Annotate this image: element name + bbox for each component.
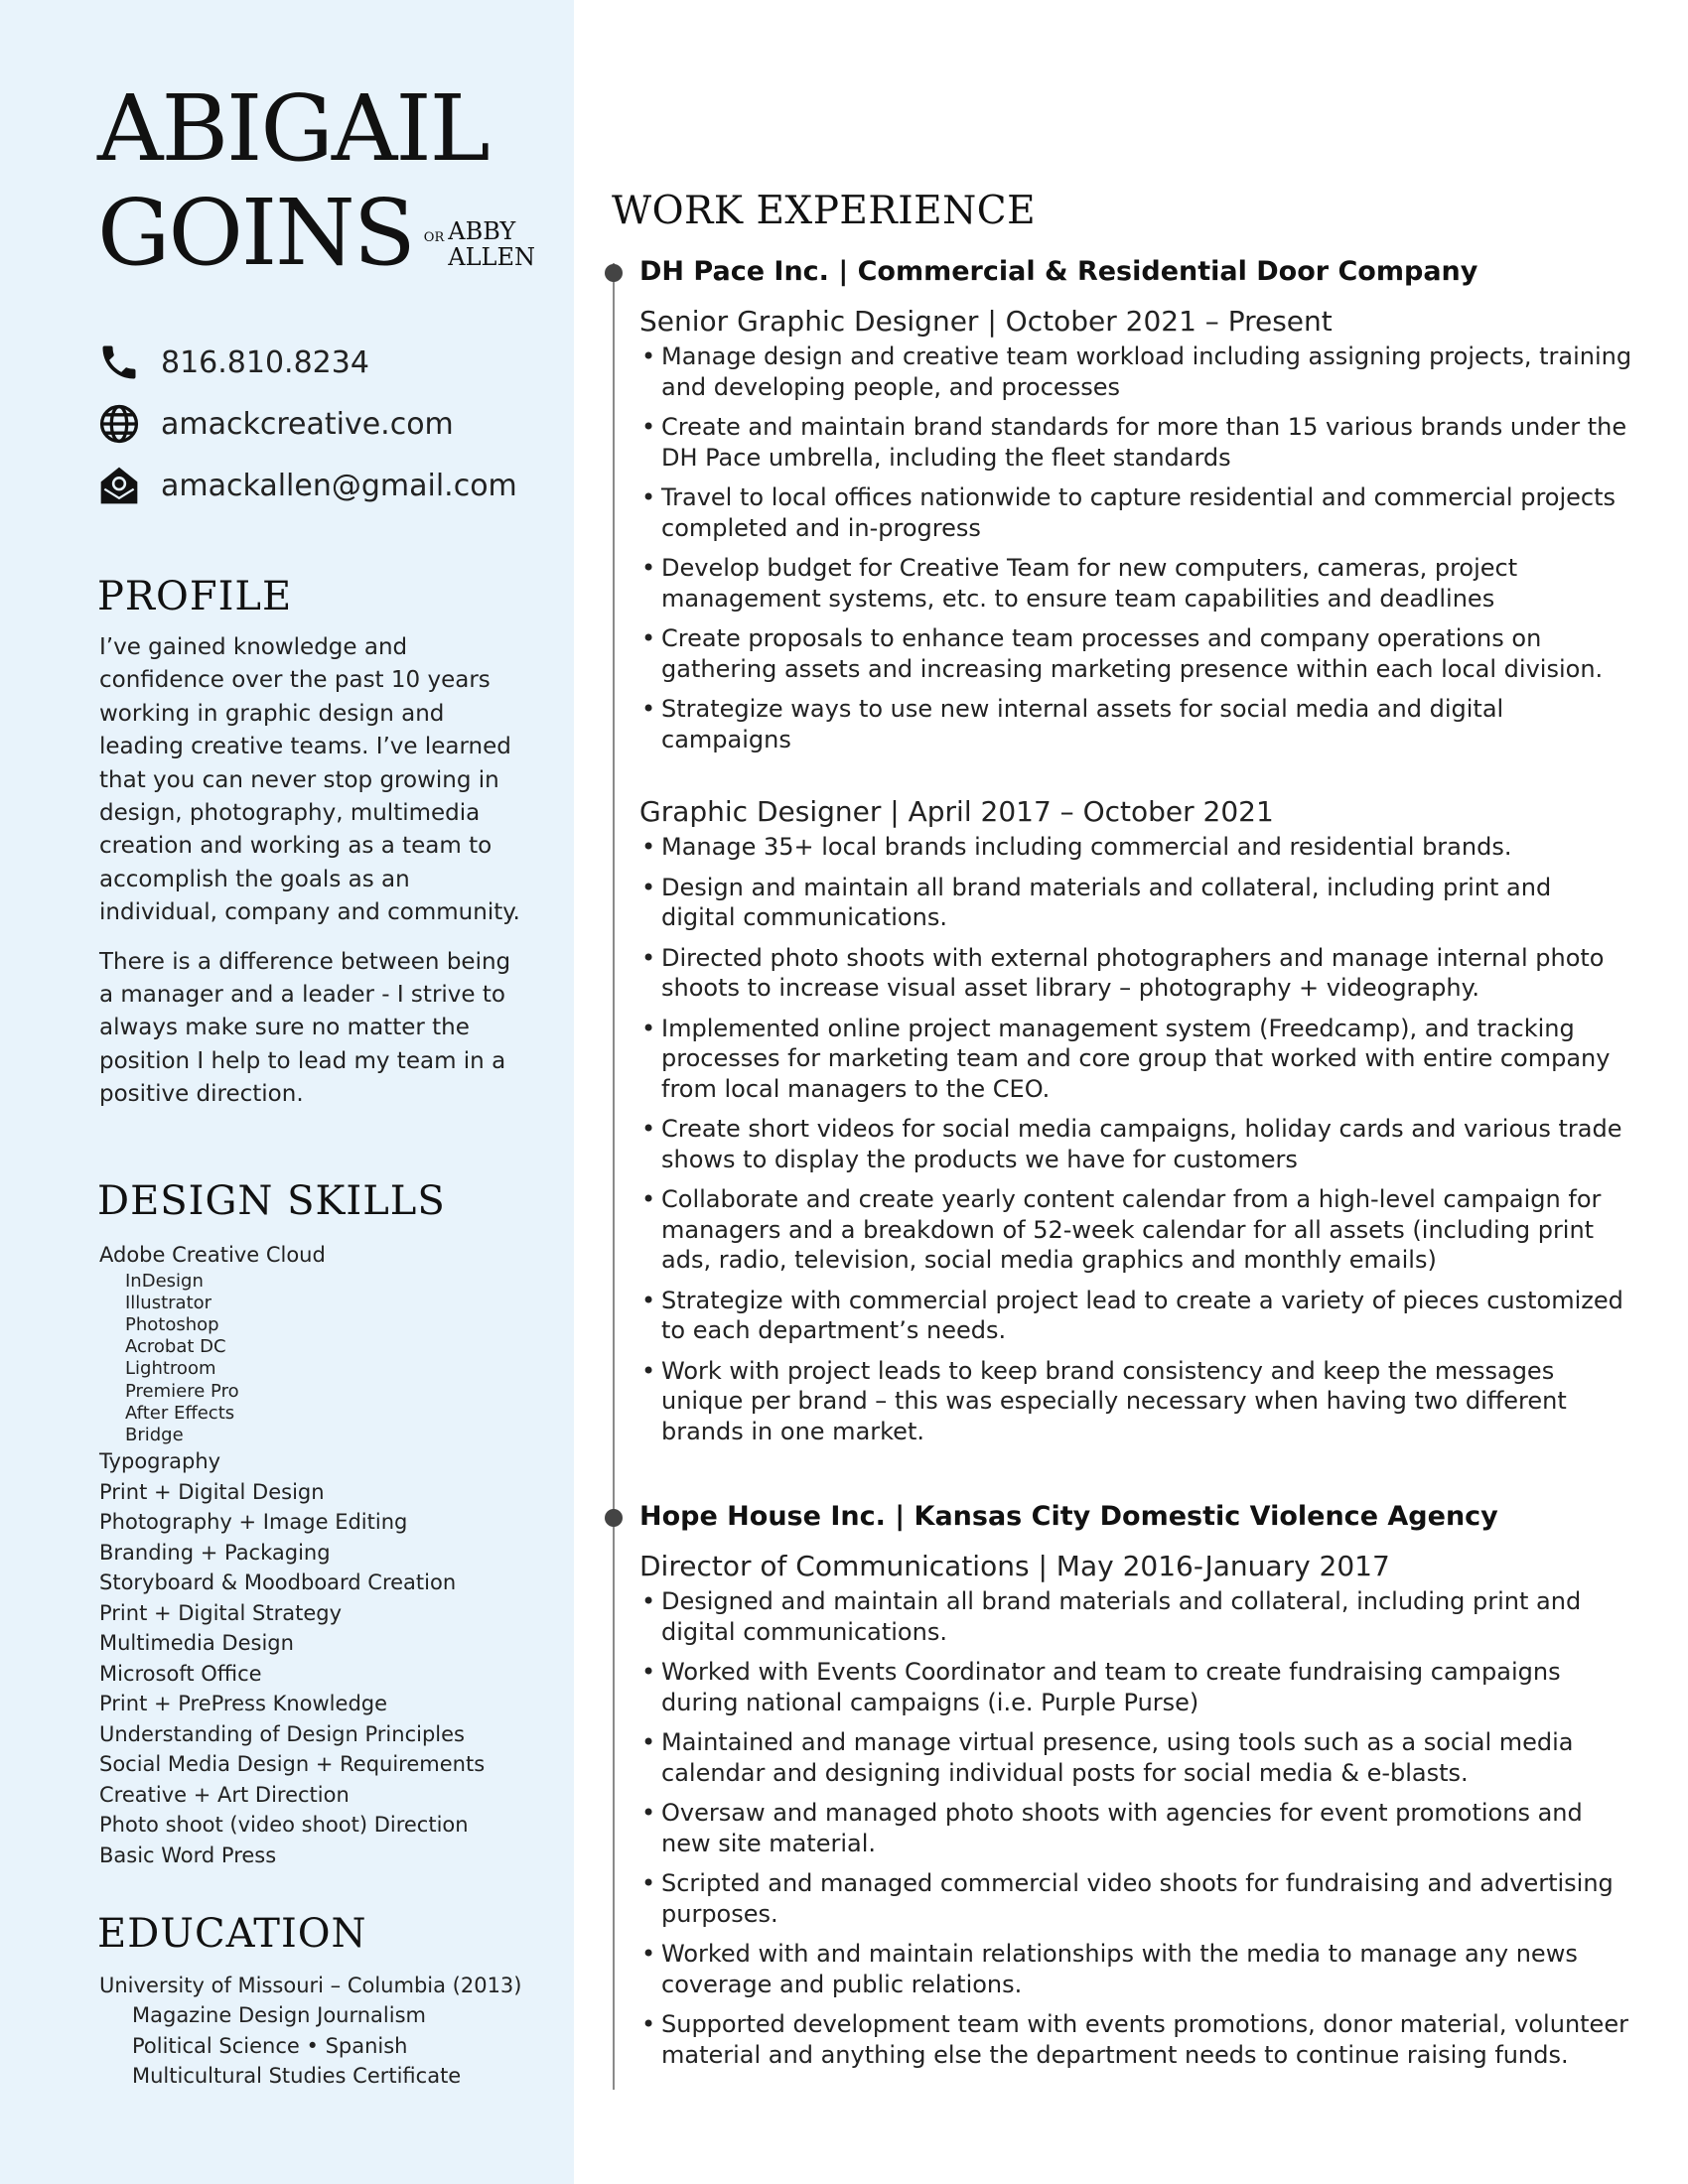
- job-bullet: • Manage 35+ local brands including commercial and residential brands.: [639, 832, 1632, 863]
- alias-or: OR: [423, 230, 445, 245]
- job-bullet: • Oversaw and managed photo shoots with agencies for event promotions and new site material.: [639, 1798, 1632, 1858]
- alias: [424, 201, 535, 288]
- contact-website: [97, 393, 517, 455]
- adobe-app: Bridge: [125, 1424, 184, 1445]
- adobe-app: Acrobat DC: [125, 1336, 226, 1358]
- phone-number[interactable]: 816.810.8234: [161, 344, 369, 380]
- job-title: Senior Graphic Designer | October 2021 – Present: [639, 305, 1333, 338]
- skill-item: Social Media Design + Requirements: [99, 1752, 486, 1777]
- profile-section: [99, 631, 526, 1128]
- first-name: ABIGAIL: [97, 75, 489, 182]
- alias-last: ALLEN: [448, 243, 535, 271]
- job-bullet: • Strategize with commercial project lead to create a variety of pieces customized to each department’s needs.: [639, 1286, 1632, 1346]
- adobe-app: Illustrator: [125, 1292, 212, 1313]
- skill-item: Multimedia Design: [99, 1631, 294, 1656]
- adobe-app: Premiere Pro: [125, 1380, 239, 1402]
- job-entry: [639, 304, 1632, 764]
- email-link[interactable]: amackallen@gmail.com: [161, 468, 517, 503]
- skill-item: Microsoft Office: [99, 1661, 262, 1686]
- envelope-icon: [97, 464, 141, 507]
- timeline-line: [613, 263, 615, 2090]
- job-bullet: • Strategize ways to use new internal assets for social media and digital campaigns: [639, 694, 1632, 754]
- company-name: Hope House Inc. | Kansas City Domestic Violence Agency: [639, 1501, 1498, 1532]
- skill-item: Photography + Image Editing: [99, 1510, 408, 1535]
- skill-item: Basic Word Press: [99, 1843, 277, 1867]
- job-bullet: • Work with project leads to keep brand consistency and keep the messages unique per brand – this was especially necessary when having two different brands in one market.: [639, 1356, 1632, 1447]
- timeline-dot: [605, 264, 623, 282]
- job-bullet: • Design and maintain all brand materials and collateral, including print and digital communications.: [639, 873, 1632, 933]
- job-bullet: • Implemented online project management system (Freedcamp), and tracking processes for marketing team and core group that worked with entire company from local managers to the CEO.: [639, 1014, 1632, 1105]
- adobe-app: Photoshop: [125, 1313, 219, 1335]
- job-title: Director of Communications | May 2016-January 2017: [639, 1550, 1390, 1582]
- adobe-app: Lightroom: [125, 1358, 216, 1380]
- contact-phone: [97, 332, 517, 393]
- job-bullet: • Worked with Events Coordinator and team to create fundraising campaigns during national campaigns (i.e. Purple Purse): [639, 1657, 1632, 1717]
- job-bullet: • Create and maintain brand standards for more than 15 various brands under the DH Pace umbrella, including the fleet standards: [639, 412, 1632, 473]
- skill-item: Adobe Creative Cloud: [99, 1243, 326, 1267]
- contact-list: [97, 332, 517, 516]
- candidate-name: [97, 75, 535, 288]
- skill-item: Branding + Packaging: [99, 1540, 331, 1565]
- education-detail: Magazine Design Journalism: [132, 2003, 426, 2027]
- job-bullet: • Develop budget for Creative Team for new computers, cameras, project management systems, etc. to ensure team capabilities and deadlines: [639, 553, 1632, 614]
- skill-item: Creative + Art Direction: [99, 1782, 350, 1807]
- skill-item: Print + PrePress Knowledge: [99, 1692, 388, 1716]
- school-name: University of Missouri – Columbia (2013): [99, 1974, 522, 1997]
- education-heading: EDUCATION: [97, 1911, 367, 1957]
- job-bullets: [639, 341, 1632, 754]
- adobe-app: After Effects: [125, 1402, 235, 1424]
- job-bullet: • Create short videos for social media campaigns, holiday cards and various trade shows to display the products we have for customers: [639, 1114, 1632, 1174]
- job-bullet: • Maintained and manage virtual presence, using tools such as a social media calendar and designing individual posts for social media & e-blasts.: [639, 1727, 1632, 1788]
- contact-email: [97, 455, 517, 516]
- job-bullets: [639, 1586, 1632, 2070]
- job-entry: [639, 1549, 1632, 2080]
- globe-icon: [97, 402, 141, 446]
- alias-first: ABBY: [448, 217, 516, 245]
- phone-icon: [97, 341, 141, 384]
- profile-paragraph: I’ve gained knowledge and confidence over the past 10 years working in graphic design and leading creative teams. I’ve learned that you can never stop growing in design, photography, multimedia creation and working as a team to accomplish the goals as an individual, company and community.: [99, 634, 520, 926]
- company-name: DH Pace Inc. | Commercial & Residential Door Company: [639, 256, 1478, 287]
- job-bullet: • Directed photo shoots with external photographers and manage internal photo shoots to increase visual asset library – photography + videography.: [639, 943, 1632, 1004]
- job-bullet: • Scripted and managed commercial video shoots for fundraising and advertising purposes.: [639, 1868, 1632, 1929]
- job-bullet: • Worked with and maintain relationships with the media to manage any news coverage and public relations.: [639, 1939, 1632, 1999]
- profile-heading: PROFILE: [97, 574, 293, 619]
- skill-item: Print + Digital Strategy: [99, 1600, 343, 1625]
- job-bullet: • Designed and maintain all brand materials and collateral, including print and digital communications.: [639, 1586, 1632, 1647]
- job-bullets: [639, 832, 1632, 1446]
- job-title: Graphic Designer | April 2017 – October 2021: [639, 795, 1274, 828]
- timeline-dot: [605, 1509, 623, 1527]
- job-bullet: • Create proposals to enhance team processes and company operations on gathering assets and increasing marketing presence within each local division.: [639, 623, 1632, 684]
- skills-heading: DESIGN SKILLS: [97, 1178, 446, 1224]
- job-bullet: • Travel to local offices nationwide to capture residential and commercial projects completed and in-progress: [639, 482, 1632, 543]
- skill-item: Understanding of Design Principles: [99, 1721, 465, 1746]
- job-bullet: • Collaborate and create yearly content calendar from a high-level campaign for managers and a breakdown of 52-week calendar for all assets (including print ads, radio, television, social media graphics and monthly emails): [639, 1184, 1632, 1276]
- skill-item: Photo shoot (video shoot) Direction: [99, 1813, 469, 1838]
- education-section: [99, 1971, 522, 2092]
- work-experience-heading: WORK EXPERIENCE: [612, 189, 1037, 233]
- skill-item: Typography: [99, 1449, 221, 1474]
- job-bullet: • Manage design and creative team workload including assigning projects, training and developing people, and processes: [639, 341, 1632, 402]
- education-detail: Multicultural Studies Certificate: [132, 2064, 462, 2088]
- adobe-app: InDesign: [125, 1270, 204, 1292]
- job-bullet: • Supported development team with events promotions, donor material, volunteer material and anything else the department needs to continue raising funds.: [639, 2009, 1632, 2070]
- education-detail: Political Science • Spanish: [132, 2033, 408, 2058]
- skill-item: Print + Digital Design: [99, 1479, 325, 1504]
- profile-paragraph: There is a difference between being a manager and a leader - I strive to always make sure no matter the position I help to lead my team in a positive direction.: [99, 948, 511, 1108]
- job-entry: [639, 794, 1632, 1456]
- skill-item: Storyboard & Moodboard Creation: [99, 1570, 457, 1595]
- website-link[interactable]: amackcreative.com: [161, 406, 454, 442]
- skills-list: [99, 1240, 566, 1870]
- last-name: GOINS: [97, 180, 414, 286]
